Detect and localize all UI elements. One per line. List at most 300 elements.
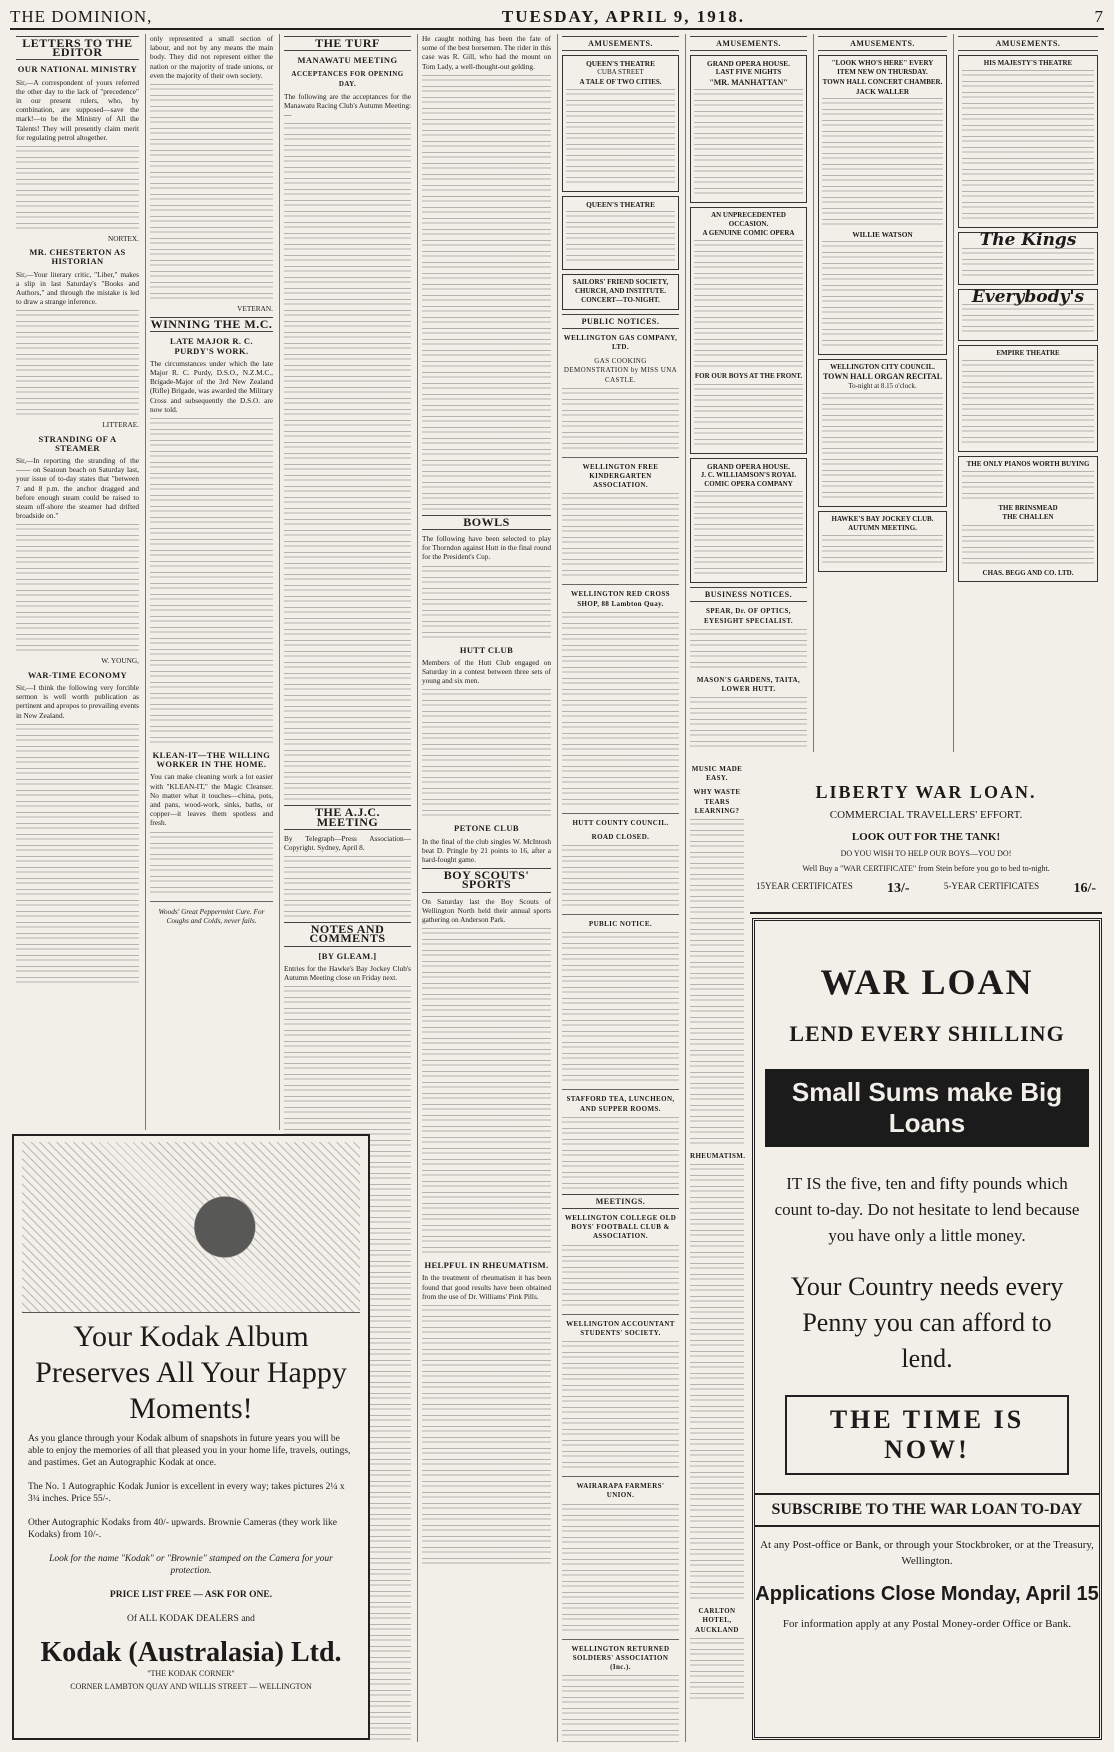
text-lines-placeholder <box>422 1247 551 1256</box>
text-lines-placeholder <box>16 933 139 942</box>
text-lines-placeholder <box>690 1186 744 1195</box>
text-lines-placeholder <box>690 1175 744 1184</box>
text-lines-placeholder <box>694 295 803 304</box>
letter-heading: MR. CHESTERTON AS HISTORIAN <box>29 247 126 267</box>
text-lines-placeholder <box>150 451 273 460</box>
column-sport <box>418 34 558 1742</box>
text-lines-placeholder <box>422 1558 551 1567</box>
text-lines-placeholder <box>694 395 803 404</box>
text-lines-placeholder <box>422 460 551 469</box>
section-heading-turf: THE TURF <box>284 36 411 51</box>
text-lines-placeholder <box>150 583 273 592</box>
text-lines-placeholder <box>284 607 411 616</box>
text-lines-placeholder <box>16 889 139 898</box>
text-lines-placeholder <box>150 627 273 636</box>
text-lines-placeholder <box>284 706 411 715</box>
text-lines-placeholder <box>694 166 803 175</box>
text-lines-placeholder <box>422 711 551 720</box>
text-lines-placeholder <box>150 865 273 874</box>
text-lines-placeholder <box>562 744 679 753</box>
advert-subtitle: CUBA STREET <box>597 68 644 77</box>
text-lines-placeholder <box>690 1285 744 1294</box>
text-lines-placeholder <box>694 417 803 426</box>
text-lines-placeholder <box>422 1525 551 1534</box>
advert-queens-theatre <box>562 55 679 192</box>
advert-feature: "MR. MANHATTAN" <box>709 77 788 87</box>
text-lines-placeholder <box>422 1071 551 1080</box>
text-lines-placeholder <box>150 106 273 115</box>
text-lines-placeholder <box>284 277 411 286</box>
letter-heading: WAR-TIME ECONOMY <box>27 669 128 680</box>
text-lines-placeholder <box>822 448 943 457</box>
text-lines-placeholder <box>150 216 273 225</box>
text-lines-placeholder <box>690 1083 744 1092</box>
text-lines-placeholder <box>562 711 679 720</box>
text-lines-placeholder <box>16 223 139 232</box>
text-lines-placeholder <box>422 928 551 937</box>
text-lines-placeholder <box>16 955 139 964</box>
text-lines-placeholder <box>16 911 139 920</box>
text-lines-placeholder <box>562 788 679 797</box>
text-lines-placeholder <box>150 183 273 192</box>
advert-war-loan <box>752 918 1102 1740</box>
text-lines-placeholder <box>822 459 943 468</box>
text-lines-placeholder <box>422 196 551 205</box>
text-lines-placeholder <box>694 328 803 337</box>
text-lines-placeholder <box>422 1470 551 1479</box>
text-lines-placeholder <box>16 332 139 341</box>
text-lines-placeholder <box>962 404 1094 413</box>
text-lines-placeholder <box>150 238 273 247</box>
text-lines-placeholder <box>422 372 551 381</box>
text-lines-placeholder <box>690 1230 744 1239</box>
text-lines-placeholder <box>562 1614 679 1623</box>
text-lines-placeholder <box>690 1094 744 1103</box>
text-lines-placeholder <box>284 266 411 275</box>
text-lines-placeholder <box>284 1030 411 1039</box>
text-lines-placeholder <box>690 1127 744 1136</box>
text-lines-placeholder <box>284 519 411 528</box>
text-lines-placeholder <box>962 482 1094 491</box>
text-lines-placeholder <box>150 572 273 581</box>
text-lines-placeholder <box>150 172 273 181</box>
column-notices <box>558 34 686 1742</box>
text-lines-placeholder <box>422 1492 551 1501</box>
text-lines-placeholder <box>962 191 1094 200</box>
text-lines-placeholder <box>422 1137 551 1146</box>
text-lines-placeholder <box>562 1741 679 1742</box>
text-lines-placeholder <box>422 1481 551 1490</box>
text-lines-placeholder <box>690 874 744 883</box>
text-lines-placeholder <box>562 1603 679 1612</box>
section-heading-business: BUSINESS NOTICES. <box>690 587 807 602</box>
text-lines-placeholder <box>16 568 139 577</box>
text-lines-placeholder <box>562 410 679 419</box>
text-lines-placeholder <box>422 566 551 575</box>
text-lines-placeholder <box>150 484 273 493</box>
text-lines-placeholder <box>690 907 744 916</box>
advert-the-kings <box>958 232 1098 284</box>
text-lines-placeholder <box>422 328 551 337</box>
column-business-b <box>686 760 750 1742</box>
text-lines-placeholder <box>150 682 273 691</box>
text-lines-placeholder <box>822 535 943 544</box>
text-lines-placeholder <box>562 1418 679 1427</box>
text-lines-placeholder <box>566 111 675 120</box>
text-lines-placeholder <box>422 1327 551 1336</box>
text-lines-placeholder <box>422 1316 551 1325</box>
letter-heading: STRANDING OF A STEAMER <box>38 433 117 453</box>
text-lines-placeholder <box>562 766 679 775</box>
text-lines-placeholder <box>284 596 411 605</box>
text-lines-placeholder <box>422 1371 551 1380</box>
meeting-heading: WELLINGTON COLLEGE OLD BOYS' FOOTBALL CLUB & ASSOCIATION. <box>564 1214 677 1241</box>
advert-text: Of ALL KODAK DEALERS and <box>127 1614 255 1624</box>
text-lines-placeholder <box>962 158 1094 167</box>
text-lines-placeholder <box>962 558 1094 567</box>
text-lines-placeholder <box>562 515 679 524</box>
text-lines-placeholder <box>566 255 675 264</box>
advert-look-whos-here <box>818 55 947 355</box>
section-heading-amusements: AMUSEMENTS. <box>690 36 807 51</box>
text-lines-placeholder <box>562 976 679 985</box>
text-lines-placeholder <box>150 440 273 449</box>
text-lines-placeholder <box>422 972 551 981</box>
text-lines-placeholder <box>562 1289 679 1298</box>
text-lines-placeholder <box>562 1300 679 1309</box>
text-lines-placeholder <box>284 878 411 887</box>
text-lines-placeholder <box>422 1547 551 1556</box>
section-heading-amusements: AMUSEMENTS. <box>818 36 947 51</box>
text-lines-placeholder <box>694 546 803 555</box>
text-lines-placeholder <box>284 332 411 341</box>
text-lines-placeholder <box>150 495 273 504</box>
notice-heading: WELLINGTON RED CROSS SHOP, 88 Lambton Quay. <box>571 590 670 608</box>
text-lines-placeholder <box>690 984 744 993</box>
text-lines-placeholder <box>562 1183 679 1192</box>
text-lines-placeholder <box>962 360 1094 369</box>
text-lines-placeholder <box>422 416 551 425</box>
text-lines-placeholder <box>690 863 744 872</box>
text-lines-placeholder <box>690 719 807 728</box>
text-lines-placeholder <box>422 1305 551 1314</box>
text-lines-placeholder <box>284 1118 411 1127</box>
advert-heading: KLEAN-IT—THE WILLING WORKER IN THE HOME. <box>152 750 271 770</box>
article-heading: NOTES AND COMMENTS <box>284 922 411 946</box>
text-lines-placeholder <box>16 823 139 832</box>
text-lines-placeholder <box>694 133 803 142</box>
masthead <box>10 6 1104 30</box>
advert-subtitle: LEND EVERY SHILLING <box>789 1021 1065 1046</box>
text-lines-placeholder <box>694 144 803 153</box>
text-lines-placeholder <box>694 491 803 500</box>
text-lines-placeholder <box>16 623 139 632</box>
text-lines-placeholder <box>822 252 943 261</box>
advert-subscribe: SUBSCRIBE TO THE WAR LOAN TO-DAY <box>755 1493 1099 1527</box>
text-lines-placeholder <box>690 1505 744 1514</box>
text-lines-placeholder <box>16 724 139 733</box>
text-lines-placeholder <box>694 306 803 315</box>
advert-text: Other Autographic Kodaks from 40/- upwards. Brownie Cameras (they work like Kodaks) from 10/-. <box>28 1518 337 1540</box>
text-lines-placeholder <box>16 900 139 909</box>
column-news <box>146 34 280 1130</box>
text-lines-placeholder <box>690 1483 744 1492</box>
text-lines-placeholder <box>150 693 273 702</box>
text-lines-placeholder <box>422 218 551 227</box>
text-lines-placeholder <box>822 241 943 250</box>
text-lines-placeholder <box>422 86 551 95</box>
text-lines-placeholder <box>150 161 273 170</box>
divider <box>562 584 679 585</box>
text-lines-placeholder <box>562 537 679 546</box>
divider <box>562 1089 679 1090</box>
advert-pianos <box>958 456 1098 582</box>
text-lines-placeholder <box>690 1682 744 1691</box>
text-lines-placeholder <box>422 163 551 172</box>
text-lines-placeholder <box>562 1407 679 1416</box>
text-lines-placeholder <box>422 383 551 392</box>
text-lines-placeholder <box>562 678 679 687</box>
text-lines-placeholder <box>562 1675 679 1684</box>
article-heading: THE A.J.C. MEETING <box>284 805 411 829</box>
article-body: only represented a small section of labour, and not by any means the main body. They did not represent either the nation or the majority of trade unions, or even the majority of their own society. <box>150 34 273 80</box>
text-lines-placeholder <box>562 1504 679 1513</box>
text-lines-placeholder <box>690 1219 744 1228</box>
text-lines-placeholder <box>690 1351 744 1360</box>
text-lines-placeholder <box>694 502 803 511</box>
text-lines-placeholder <box>562 526 679 535</box>
text-lines-placeholder <box>962 304 1094 313</box>
article-byline: [BY GLEAM.] <box>318 950 377 961</box>
article-heading: MANAWATU MEETING <box>297 55 398 66</box>
text-lines-placeholder <box>422 174 551 183</box>
advert-title: WELLINGTON CITY COUNCIL. <box>830 363 935 372</box>
text-lines-placeholder <box>16 601 139 610</box>
text-lines-placeholder <box>962 426 1094 435</box>
text-lines-placeholder <box>284 431 411 440</box>
text-lines-placeholder <box>150 605 273 614</box>
notice-heading: STAFFORD TEA, LUNCHEON, AND SUPPER ROOMS. <box>566 1095 675 1113</box>
text-lines-placeholder <box>16 365 139 374</box>
text-lines-placeholder <box>422 394 551 403</box>
text-lines-placeholder <box>962 382 1094 391</box>
text-lines-placeholder <box>690 1263 744 1272</box>
text-lines-placeholder <box>284 167 411 176</box>
article-body: In the treatment of rheumatism it has been found that good results have been obtained from the use of Dr. Williams' Pink Pills. <box>422 1273 551 1301</box>
text-lines-placeholder <box>562 987 679 996</box>
text-lines-placeholder <box>562 399 679 408</box>
text-lines-placeholder <box>422 240 551 249</box>
text-lines-placeholder <box>962 393 1094 402</box>
text-lines-placeholder <box>150 638 273 647</box>
text-lines-placeholder <box>284 684 411 693</box>
text-lines-placeholder <box>690 697 807 706</box>
advert-title: GRAND OPERA HOUSE. <box>707 59 790 69</box>
text-lines-placeholder <box>962 169 1094 178</box>
text-lines-placeholder <box>690 1593 744 1602</box>
text-lines-placeholder <box>422 744 551 753</box>
divider <box>562 813 679 814</box>
text-lines-placeholder <box>562 689 679 698</box>
text-lines-placeholder <box>690 1307 744 1316</box>
text-lines-placeholder <box>422 1049 551 1058</box>
text-lines-placeholder <box>422 350 551 359</box>
text-lines-placeholder <box>562 1396 679 1405</box>
text-lines-placeholder <box>690 885 744 894</box>
text-lines-placeholder <box>562 733 679 742</box>
text-lines-placeholder <box>284 911 411 920</box>
text-lines-placeholder <box>694 439 803 448</box>
text-lines-placeholder <box>822 329 943 338</box>
text-lines-placeholder <box>422 1082 551 1091</box>
text-lines-placeholder <box>562 656 679 665</box>
text-lines-placeholder <box>284 1041 411 1050</box>
text-lines-placeholder <box>690 962 744 971</box>
text-lines-placeholder <box>284 464 411 473</box>
text-lines-placeholder <box>422 119 551 128</box>
notice-subheading: ROAD CLOSED. <box>591 833 650 842</box>
text-lines-placeholder <box>422 632 551 641</box>
text-lines-placeholder <box>284 1052 411 1061</box>
text-lines-placeholder <box>284 244 411 253</box>
text-lines-placeholder <box>690 1571 744 1580</box>
text-lines-placeholder <box>822 285 943 294</box>
text-lines-placeholder <box>284 673 411 682</box>
text-lines-placeholder <box>694 568 803 577</box>
text-lines-placeholder <box>562 1451 679 1460</box>
text-lines-placeholder <box>962 270 1094 279</box>
advert-brand: THE BRINSMEAD <box>998 504 1058 513</box>
text-lines-placeholder <box>562 777 679 786</box>
text-lines-placeholder <box>284 222 411 231</box>
text-lines-placeholder <box>284 123 411 132</box>
advert-deadline: Applications Close Monday, April 15 <box>755 1583 1099 1605</box>
advert-subtitle: LAST FIVE NIGHTS <box>715 68 782 77</box>
text-lines-placeholder <box>284 453 411 462</box>
text-lines-placeholder <box>822 557 943 566</box>
text-lines-placeholder <box>566 244 675 253</box>
text-lines-placeholder <box>962 536 1094 545</box>
text-lines-placeholder <box>422 610 551 619</box>
letter-signature: LITTERAE. <box>102 420 139 430</box>
text-lines-placeholder <box>562 1730 679 1739</box>
text-lines-placeholder <box>562 755 679 764</box>
text-lines-placeholder <box>690 852 744 861</box>
text-lines-placeholder <box>422 983 551 992</box>
article-body: The circumstances under which the late Major R. C. Purdy, D.S.O., N.Z.M.C., Brigade-Major of the 3rd New Zealand (Rifle) Brigade, was awarded the Military Cross and subsequently the D.S.O. are now told. <box>150 358 273 414</box>
text-lines-placeholder <box>284 497 411 506</box>
text-lines-placeholder <box>422 810 551 819</box>
text-lines-placeholder <box>150 616 273 625</box>
text-lines-placeholder <box>562 1020 679 1029</box>
text-lines-placeholder <box>422 482 551 491</box>
text-lines-placeholder <box>962 371 1094 380</box>
section-heading-public-notices: PUBLIC NOTICES. <box>562 314 679 329</box>
text-lines-placeholder <box>690 1241 744 1250</box>
advert-text: "THE KODAK CORNER" <box>147 1669 235 1678</box>
section-heading-amusements: AMUSEMENTS. <box>562 36 679 51</box>
divider <box>562 914 679 915</box>
text-lines-placeholder <box>16 354 139 363</box>
text-lines-placeholder <box>562 1128 679 1137</box>
text-lines-placeholder <box>150 506 273 515</box>
advert-title: HAWKE'S BAY JOCKEY CLUB. <box>831 514 934 523</box>
text-lines-placeholder <box>284 508 411 517</box>
advert-callout: THE TIME IS NOW! <box>785 1395 1069 1475</box>
text-lines-placeholder <box>284 1008 411 1017</box>
text-lines-placeholder <box>690 629 807 638</box>
text-lines-placeholder <box>16 612 139 621</box>
text-lines-placeholder <box>16 768 139 777</box>
text-lines-placeholder <box>422 1382 551 1391</box>
text-lines-placeholder <box>150 227 273 236</box>
text-lines-placeholder <box>566 133 675 142</box>
text-lines-placeholder <box>284 486 411 495</box>
advert-jockey-club <box>818 511 947 572</box>
text-lines-placeholder <box>284 299 411 308</box>
text-lines-placeholder <box>566 233 675 242</box>
text-lines-placeholder <box>422 295 551 304</box>
text-lines-placeholder <box>690 973 744 982</box>
notice-heading: PUBLIC NOTICE. <box>588 920 653 929</box>
advert-title: EMPIRE THEATRE <box>996 348 1060 357</box>
text-lines-placeholder <box>150 715 273 724</box>
text-lines-placeholder <box>150 550 273 559</box>
text-lines-placeholder <box>562 612 679 621</box>
text-lines-placeholder <box>422 1214 551 1223</box>
text-lines-placeholder <box>690 1560 744 1569</box>
article-body: By Telegraph—Press Association—Copyright. Sydney, April 8. <box>284 833 411 853</box>
text-lines-placeholder <box>284 772 411 781</box>
text-lines-placeholder <box>690 1516 744 1525</box>
text-lines-placeholder <box>422 621 551 630</box>
text-lines-placeholder <box>16 779 139 788</box>
text-lines-placeholder <box>562 845 679 854</box>
text-lines-placeholder <box>694 317 803 326</box>
text-lines-placeholder <box>16 146 139 155</box>
text-lines-placeholder <box>690 1006 744 1015</box>
advert-organ-recital <box>818 359 947 507</box>
text-lines-placeholder <box>16 343 139 352</box>
text-lines-placeholder <box>16 557 139 566</box>
text-lines-placeholder <box>562 1686 679 1695</box>
text-lines-placeholder <box>962 525 1094 534</box>
text-lines-placeholder <box>284 761 411 770</box>
text-lines-placeholder <box>284 365 411 374</box>
text-lines-placeholder <box>422 700 551 709</box>
text-lines-placeholder <box>690 1017 744 1026</box>
text-lines-placeholder <box>422 1236 551 1245</box>
text-lines-placeholder <box>16 812 139 821</box>
text-lines-placeholder <box>822 109 943 118</box>
text-lines-placeholder <box>284 867 411 876</box>
text-lines-placeholder <box>16 201 139 210</box>
text-lines-placeholder <box>150 128 273 137</box>
text-lines-placeholder <box>16 321 139 330</box>
text-lines-placeholder <box>562 1009 679 1018</box>
text-lines-placeholder <box>150 205 273 214</box>
text-lines-placeholder <box>562 1385 679 1394</box>
text-lines-placeholder <box>822 546 943 555</box>
text-lines-placeholder <box>562 388 679 397</box>
text-lines-placeholder <box>284 794 411 803</box>
text-lines-placeholder <box>422 1415 551 1424</box>
text-lines-placeholder <box>16 856 139 865</box>
text-lines-placeholder <box>690 1116 744 1125</box>
text-lines-placeholder <box>562 1592 679 1601</box>
text-lines-placeholder <box>284 145 411 154</box>
text-lines-placeholder <box>284 354 411 363</box>
